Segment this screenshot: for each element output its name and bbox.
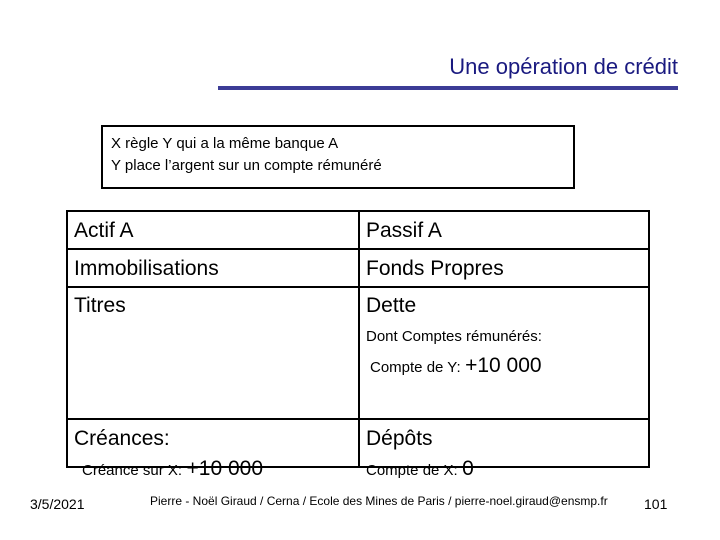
slide-title: Une opération de crédit — [449, 54, 678, 79]
liabilities-header: Passif A — [366, 219, 442, 242]
liabilities-remunerated-accounts: Dont Comptes rémunérés: — [366, 328, 542, 345]
scenario-line: X règle Y qui a la même banque A — [111, 135, 339, 152]
account-y-label: Compte de Y: — [370, 359, 461, 376]
column-divider — [358, 212, 360, 466]
assets-fixed: Immobilisations — [74, 257, 219, 280]
account-x-line — [366, 457, 474, 481]
row-divider — [68, 286, 648, 288]
liabilities-deposits: Dépôts — [366, 427, 433, 450]
scenario-box — [101, 125, 575, 189]
receivable-x-value: +10 000 — [186, 457, 263, 480]
receivable-x-label: Créance sur X: — [82, 462, 183, 479]
footer-page-number: 101 — [644, 496, 668, 512]
balance-sheet-table — [66, 210, 650, 480]
row-divider — [68, 418, 648, 420]
assets-header: Actif A — [74, 219, 134, 242]
liabilities-debt: Dette — [366, 294, 417, 317]
account-x-label: Compte de X: — [366, 462, 458, 479]
account-x-value: 0 — [462, 457, 474, 480]
assets-securities: Titres — [74, 294, 126, 317]
scenario-line: Y place l’argent sur un compte rémunéré — [111, 157, 382, 174]
assets-receivables: Créances: — [74, 427, 170, 450]
receivable-x-line — [82, 457, 263, 481]
title-underline — [218, 86, 678, 90]
liabilities-equity: Fonds Propres — [366, 257, 504, 280]
footer-date: 3/5/2021 — [30, 496, 85, 512]
row-divider — [68, 248, 648, 250]
account-y-line — [370, 354, 542, 378]
footer-credit: Pierre - Noël Giraud / Cerna / Ecole des Mines de Paris / pierre-noel.giraud@ensmp.fr — [150, 494, 608, 508]
account-y-value: +10 000 — [465, 354, 542, 377]
